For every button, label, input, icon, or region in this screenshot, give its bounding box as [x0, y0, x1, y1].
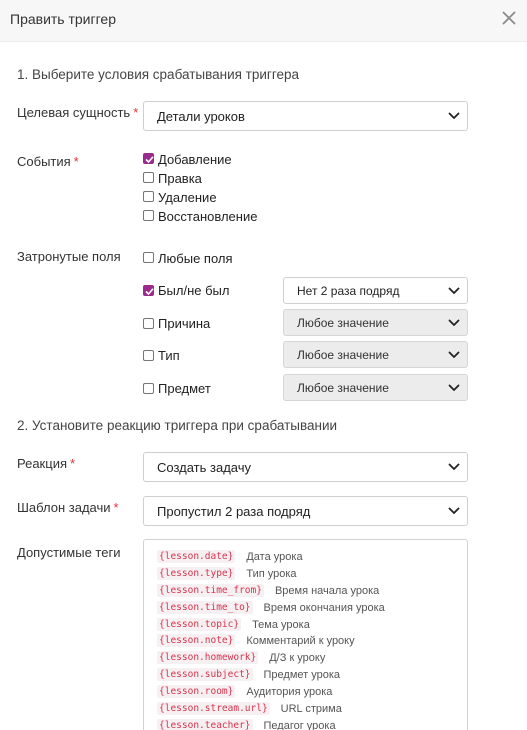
field-subject-checkbox[interactable]	[143, 383, 154, 394]
dialog-header	[0, 0, 527, 42]
fields-label: Затронутые поля	[17, 249, 121, 264]
tag-desc: Дата урока	[246, 550, 303, 563]
required-mark: *	[70, 456, 76, 471]
tag-code[interactable]: {lesson.subject}	[159, 669, 251, 681]
tag-item	[157, 616, 310, 631]
close-icon	[497, 6, 521, 30]
field-subject-label: Предмет	[158, 381, 211, 396]
tag-item	[157, 700, 342, 715]
field-reason-label: Причина	[158, 316, 211, 331]
event-edit-checkbox[interactable]	[143, 172, 154, 183]
tag-desc: Аудитория урока	[246, 685, 333, 698]
tag-desc: Тема урока	[252, 618, 310, 631]
field-type-select-value: Любое значение	[297, 348, 389, 362]
required-mark: *	[133, 105, 139, 120]
dialog-title: Править триггер	[10, 11, 116, 27]
field-present-label: Был/не был	[158, 283, 230, 298]
check-icon	[144, 286, 155, 297]
tag-code[interactable]: {lesson.teacher}	[157, 719, 253, 730]
tag-code[interactable]: {lesson.time_from}	[159, 585, 262, 597]
tag-desc: Время начала урока	[274, 584, 380, 597]
check-icon	[144, 154, 155, 165]
field-reason-select[interactable]	[283, 309, 468, 336]
section-1-title: 1. Выберите условия срабатывания триггера	[17, 67, 299, 82]
required-mark: *	[73, 154, 79, 169]
field-any-label: Любые поля	[158, 251, 233, 266]
tag-item	[157, 599, 385, 614]
tag-code[interactable]: {lesson.stream.url}	[159, 703, 268, 715]
chevron-down-icon	[448, 350, 460, 360]
reaction-select[interactable]	[143, 452, 468, 482]
event-delete-label: Удаление	[158, 190, 217, 205]
template-select-value: Пропустил 2 раза подряд	[157, 504, 311, 519]
tag-code[interactable]: {lesson.date}	[159, 551, 234, 563]
section-2-title: 2. Установите реакцию триггера при срабатывании	[17, 418, 338, 433]
chevron-down-icon	[448, 111, 460, 121]
template-label: Шаблон задачи *	[17, 500, 119, 515]
tag-code[interactable]: {lesson.homework}	[159, 652, 257, 664]
field-present-checkbox[interactable]	[143, 285, 154, 296]
field-reason-checkbox[interactable]	[143, 318, 154, 329]
tag-code[interactable]: {lesson.room}	[159, 686, 234, 698]
events-label: События *	[17, 154, 79, 169]
tag-desc: Тип урока	[246, 567, 297, 580]
tag-code[interactable]: {lesson.note}	[159, 635, 234, 647]
event-restore-checkbox[interactable]	[143, 210, 154, 221]
chevron-down-icon	[448, 462, 460, 472]
tag-item	[157, 548, 303, 563]
tag-desc: Предмет урока	[263, 668, 341, 681]
tag-code[interactable]: {lesson.time_to}	[159, 602, 251, 614]
field-reason-select-value: Любое значение	[297, 316, 389, 330]
tag-item	[157, 683, 332, 698]
entity-select[interactable]	[143, 101, 468, 131]
event-add-label: Добавление	[158, 152, 232, 167]
entity-select-value: Детали уроков	[157, 109, 245, 124]
tags-list[interactable]	[143, 539, 468, 730]
chevron-down-icon	[448, 383, 460, 393]
tag-desc: Комментарий к уроку	[246, 634, 355, 647]
tag-item	[157, 632, 355, 647]
tag-code[interactable]: {lesson.topic}	[159, 619, 240, 631]
event-add-checkbox[interactable]	[143, 153, 154, 164]
tag-item	[157, 717, 336, 730]
tag-item	[157, 649, 325, 664]
chevron-down-icon	[448, 318, 460, 328]
tag-desc: Педагог урока	[263, 719, 336, 730]
field-present-select[interactable]	[283, 277, 468, 304]
field-subject-select[interactable]	[283, 374, 468, 401]
tags-label: Допустимые теги	[17, 545, 121, 560]
template-select[interactable]	[143, 496, 468, 526]
event-restore-label: Восстановление	[158, 209, 258, 224]
event-edit-label: Правка	[158, 171, 202, 186]
tag-item	[157, 582, 379, 597]
reaction-select-value: Создать задачу	[157, 460, 252, 475]
field-type-select[interactable]	[283, 341, 468, 368]
field-subject-select-value: Любое значение	[297, 381, 389, 395]
tag-code[interactable]: {lesson.type}	[159, 568, 234, 580]
event-delete-checkbox[interactable]	[143, 191, 154, 202]
entity-label: Целевая сущность *	[17, 105, 139, 120]
field-type-checkbox[interactable]	[143, 350, 154, 361]
field-present-select-value: Нет 2 раза подряд	[297, 284, 400, 298]
tag-desc: URL стрима	[280, 702, 342, 715]
chevron-down-icon	[448, 506, 460, 516]
tag-desc: Д/З к уроку	[269, 651, 326, 664]
field-type-label: Тип	[158, 348, 180, 363]
tag-item	[157, 565, 297, 580]
tag-item	[157, 666, 340, 681]
close-button[interactable]	[497, 6, 521, 30]
tag-desc: Время окончания урока	[263, 601, 385, 614]
required-mark: *	[113, 500, 119, 515]
reaction-label: Реакция *	[17, 456, 76, 471]
field-any-checkbox[interactable]	[143, 252, 154, 263]
chevron-down-icon	[448, 286, 460, 296]
